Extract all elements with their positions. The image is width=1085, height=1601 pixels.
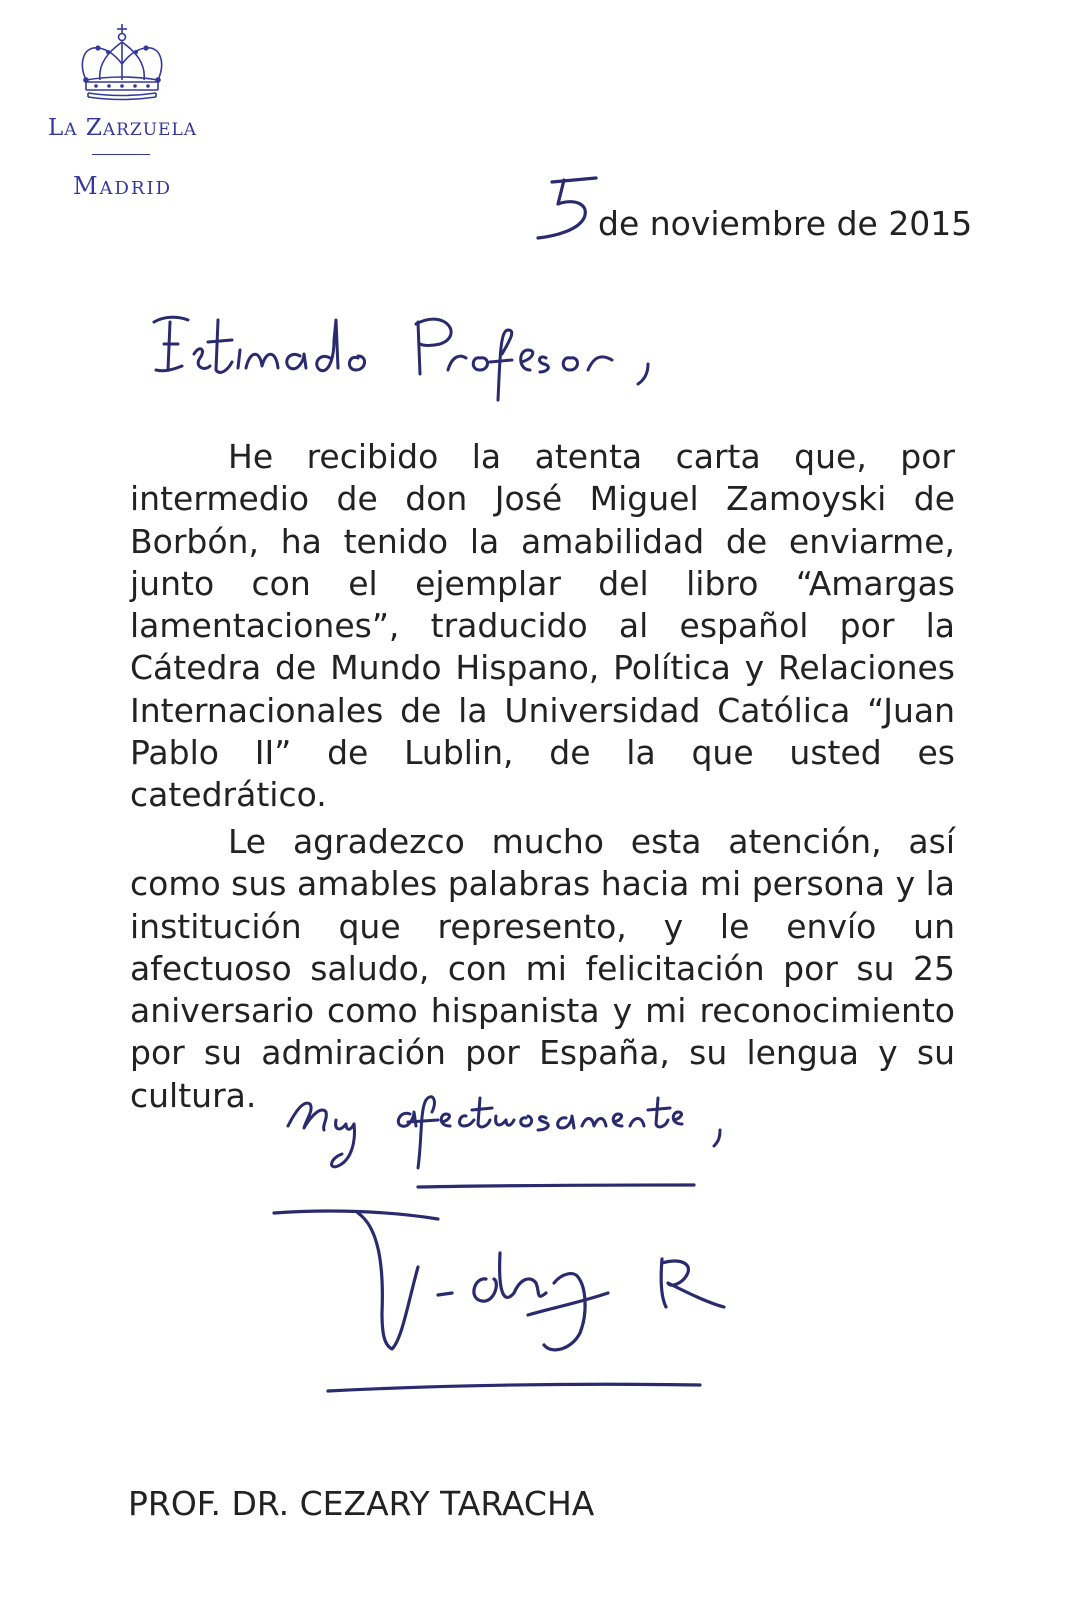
date-line xyxy=(520,168,973,248)
royal-crown-icon xyxy=(72,22,172,102)
signature xyxy=(268,1183,738,1413)
letterhead-divider xyxy=(92,154,150,155)
handwritten-salutation xyxy=(150,300,670,410)
handwritten-day xyxy=(534,170,604,246)
letterhead xyxy=(20,22,225,202)
place-rest-la: A xyxy=(64,120,78,140)
city-rest: ADRID xyxy=(99,178,173,199)
place-initial-la: L xyxy=(47,115,65,141)
city-initial: M xyxy=(72,172,100,200)
date-printed: de noviembre de 2015 xyxy=(598,204,973,243)
place-initial-zarzuela: Z xyxy=(85,115,103,141)
handwritten-closing xyxy=(282,1080,742,1180)
letterhead-place xyxy=(20,115,225,141)
place-rest-zarzuela: ARZUELA xyxy=(102,120,198,140)
recipient-name: PROF. DR. CEZARY TARACHA xyxy=(128,1484,595,1523)
body-paragraph-1: He recibido la atenta carta que, por intermedio de don José Miguel Zamoyski de Borbón, ha tenido la amabilidad de enviarme, junto con el ejemplar del libro “Amargas lamentaciones”, traducido al español por la Cátedra de Mundo Hispano, Política y Relaciones Internacionales de la Universidad Católica “Juan Pablo II” de Lublin, de la que usted es catedrático. xyxy=(130,437,955,815)
letterhead-city xyxy=(20,172,225,200)
body-paragraph-2: Le agradezco mucho esta atención, así como sus amables palabras hacia mi persona y la institución que represento, y le envío un afectuoso saludo, con mi felicitación por su 25 aniversario como hispanista y mi reconocimiento por su admiración por España, su lengua y su cultura. xyxy=(130,822,955,1115)
